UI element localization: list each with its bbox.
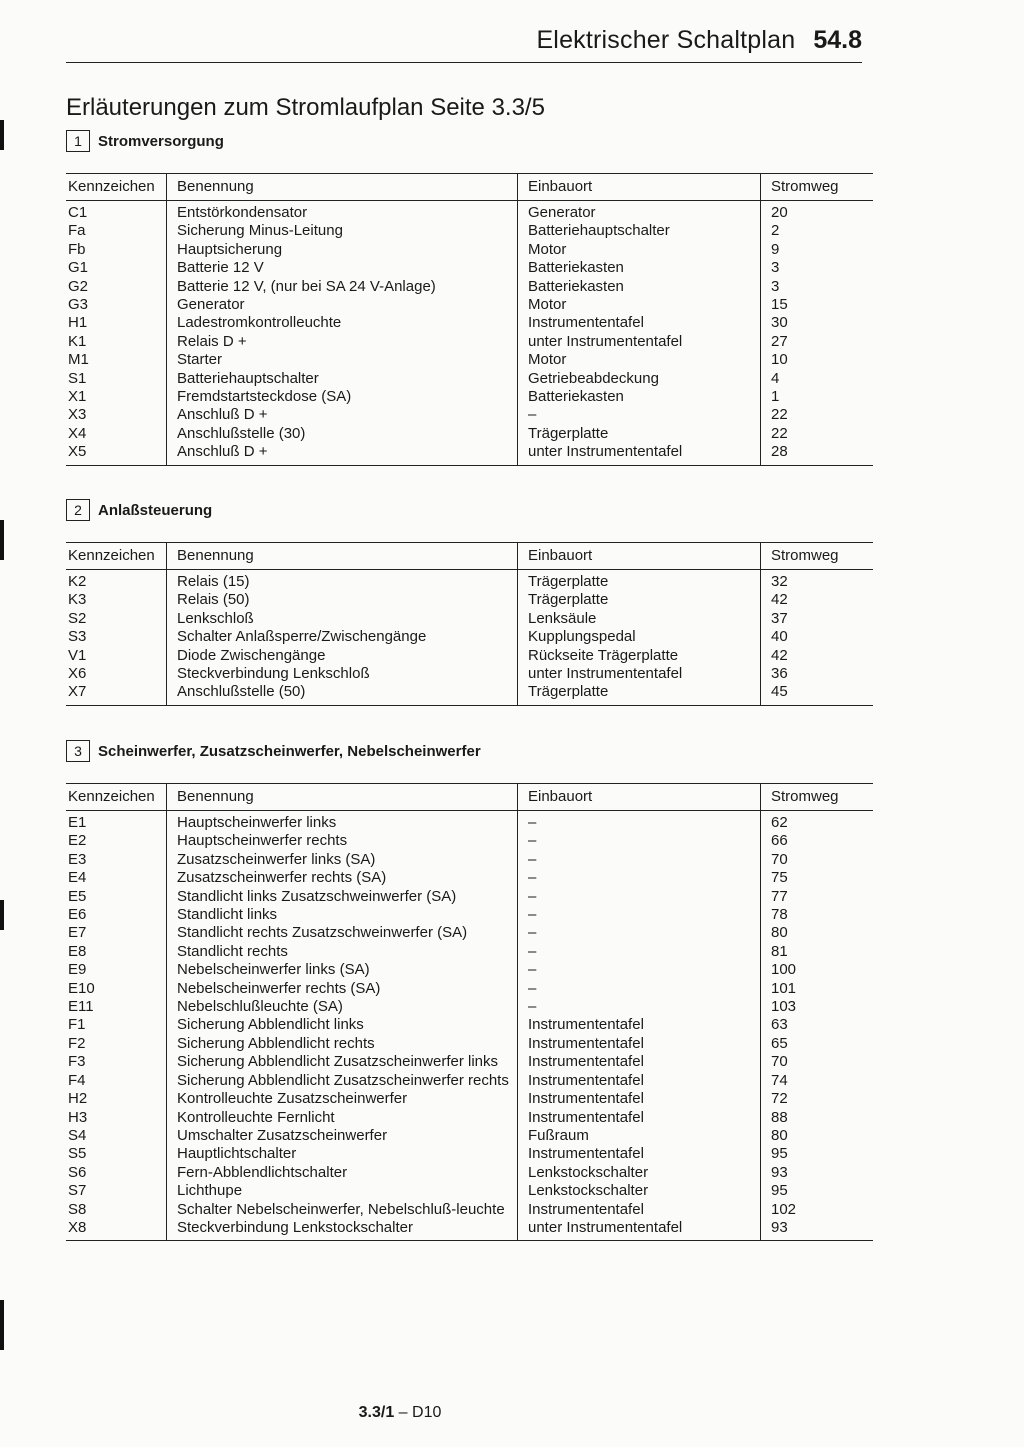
- table-anlasssteuerung: [66, 542, 873, 706]
- cell-kennzeichen: K1: [68, 332, 87, 350]
- table-row: [66, 406, 873, 424]
- cell-einbauort: Lenksäule: [518, 610, 761, 628]
- cell-einbauort: –: [518, 961, 761, 979]
- cell-benennung: Zusatzscheinwerfer links (SA): [167, 851, 518, 869]
- cell-einbauort: Instrumententafel: [518, 1016, 761, 1034]
- cell-stromweg: 36: [761, 665, 874, 683]
- cell-einbauort: Instrumententafel: [518, 1072, 761, 1090]
- cell-einbauort: –: [518, 906, 761, 924]
- section-number-box: 2: [66, 499, 90, 521]
- table-row: [66, 610, 873, 628]
- cell-einbauort: Rückseite Trägerplatte: [518, 647, 761, 665]
- cell-stromweg: 78: [761, 906, 874, 924]
- cell-kennzeichen: M1: [68, 351, 89, 369]
- cell-kennzeichen: Fb: [68, 240, 86, 258]
- cell-kennzeichen: X7: [66, 683, 167, 705]
- cell-einbauort: –: [518, 869, 761, 887]
- table-row: [66, 241, 873, 259]
- cell-einbauort: unter Instrumententafel: [518, 665, 761, 683]
- cell-einbauort: Motor: [518, 351, 761, 369]
- cell-stromweg: 1: [761, 388, 874, 406]
- cell-kennzeichen: K3: [68, 591, 87, 609]
- table-row: [66, 1090, 873, 1108]
- cell-stromweg: 42: [761, 591, 874, 609]
- header-rule: [66, 62, 862, 63]
- table-row: [66, 869, 873, 887]
- cell-kennzeichen: H1: [68, 314, 88, 332]
- cell-einbauort: Batteriekasten: [518, 278, 761, 296]
- cell-stromweg: 70: [761, 1053, 874, 1071]
- cell-einbauort: Trägerplatte: [518, 683, 761, 705]
- cell-stromweg: 40: [761, 628, 874, 646]
- table-row: [66, 591, 873, 609]
- table-row: [66, 628, 873, 646]
- cell-einbauort: –: [518, 888, 761, 906]
- table-row: [66, 425, 873, 443]
- cell-stromweg: 93: [761, 1164, 874, 1182]
- cell-benennung: Anschlußstelle (30): [167, 425, 518, 443]
- cell-stromweg: 4: [761, 370, 874, 388]
- footer-separator: –: [394, 1404, 413, 1421]
- cell-stromweg: 75: [761, 869, 874, 887]
- cell-kennzeichen: F2: [68, 1034, 86, 1052]
- table-row: [66, 998, 873, 1016]
- cell-benennung: Generator: [167, 296, 518, 314]
- table-scheinwerfer: [66, 783, 873, 1241]
- cell-einbauort: –: [518, 998, 761, 1016]
- cell-stromweg: 95: [761, 1145, 874, 1163]
- cell-einbauort: Trägerplatte: [518, 425, 761, 443]
- cell-einbauort: Kupplungspedal: [518, 628, 761, 646]
- table-row: [66, 222, 873, 240]
- cell-kennzeichen: V1: [68, 646, 87, 664]
- section-title: Stromversorgung: [98, 132, 224, 150]
- table-row: [66, 961, 873, 979]
- section-title: Anlaßsteuerung: [98, 501, 213, 519]
- cell-stromweg: 28: [761, 443, 874, 465]
- cell-stromweg: 65: [761, 1035, 874, 1053]
- table-row: [66, 388, 873, 406]
- cell-benennung: Fern-Abblendlichtschalter: [167, 1164, 518, 1182]
- table-row: [66, 943, 873, 961]
- cell-einbauort: –: [518, 406, 761, 424]
- cell-benennung: Standlicht rechts: [167, 943, 518, 961]
- table-row: [66, 201, 873, 223]
- cell-stromweg: 15: [761, 296, 874, 314]
- cell-stromweg: 32: [761, 570, 874, 592]
- cell-benennung: Standlicht rechts Zusatzschweinwerfer (SA): [167, 924, 518, 942]
- table-row: [66, 443, 873, 465]
- cell-stromweg: 3: [761, 278, 874, 296]
- cell-einbauort: Lenkstockschalter: [518, 1164, 761, 1182]
- table-row: [66, 1145, 873, 1163]
- table-header-row: [66, 784, 873, 811]
- table-row: [66, 1127, 873, 1145]
- cell-einbauort: Trägerplatte: [518, 570, 761, 592]
- table-row: [66, 832, 873, 850]
- cell-einbauort: Instrumententafel: [518, 1109, 761, 1127]
- cell-stromweg: 88: [761, 1109, 874, 1127]
- table-row: [66, 1164, 873, 1182]
- table-row: [66, 1182, 873, 1200]
- cell-benennung: Sicherung Abblendlicht links: [167, 1016, 518, 1034]
- section-heading-anlasssteuerung: [66, 499, 212, 521]
- cell-einbauort: Instrumententafel: [518, 1053, 761, 1071]
- scan-edge-mark: [0, 1300, 4, 1350]
- cell-benennung: Sicherung Abblendlicht Zusatzscheinwerfer links: [167, 1053, 518, 1071]
- cell-stromweg: 42: [761, 647, 874, 665]
- cell-stromweg: 70: [761, 851, 874, 869]
- cell-benennung: Kontrolleuchte Fernlicht: [167, 1109, 518, 1127]
- cell-einbauort: Instrumententafel: [518, 314, 761, 332]
- cell-stromweg: 102: [761, 1201, 874, 1219]
- cell-benennung: Relais (15): [167, 570, 518, 592]
- cell-stromweg: 2: [761, 222, 874, 240]
- cell-einbauort: –: [518, 832, 761, 850]
- cell-benennung: Fremdstartsteckdose (SA): [167, 388, 518, 406]
- cell-kennzeichen: E3: [68, 850, 87, 868]
- cell-benennung: Nebelscheinwerfer links (SA): [167, 961, 518, 979]
- cell-einbauort: Batteriekasten: [518, 388, 761, 406]
- cell-kennzeichen: S1: [68, 369, 87, 387]
- column-header-kennzeichen: Kennzeichen: [66, 784, 167, 811]
- table-row: [66, 665, 873, 683]
- cell-kennzeichen: F4: [68, 1071, 86, 1089]
- cell-benennung: Batterie 12 V, (nur bei SA 24 V-Anlage): [167, 278, 518, 296]
- cell-kennzeichen: X3: [68, 406, 87, 424]
- cell-benennung: Lenkschloß: [167, 610, 518, 628]
- cell-kennzeichen: X5: [66, 443, 167, 465]
- cell-einbauort: Instrumententafel: [518, 1090, 761, 1108]
- cell-einbauort: Generator: [518, 201, 761, 223]
- cell-benennung: Nebelscheinwerfer rechts (SA): [167, 980, 518, 998]
- cell-stromweg: 80: [761, 1127, 874, 1145]
- table-row: [66, 314, 873, 332]
- page-footer: [0, 1404, 800, 1422]
- cell-stromweg: 9: [761, 241, 874, 259]
- table-row: [66, 570, 873, 592]
- cell-kennzeichen: E8: [68, 942, 87, 960]
- cell-stromweg: 103: [761, 998, 874, 1016]
- cell-benennung: Entstörkondensator: [167, 201, 518, 223]
- cell-kennzeichen: E1: [68, 814, 87, 831]
- cell-kennzeichen: G1: [68, 259, 89, 277]
- cell-stromweg: 72: [761, 1090, 874, 1108]
- cell-kennzeichen: E4: [68, 869, 87, 887]
- cell-einbauort: –: [518, 851, 761, 869]
- cell-einbauort: unter Instrumententafel: [518, 443, 761, 465]
- cell-benennung: Steckverbindung Lenkschloß: [167, 665, 518, 683]
- cell-kennzeichen: E11: [68, 998, 94, 1016]
- table-header-row: [66, 174, 873, 201]
- cell-benennung: Anschluß D +: [167, 406, 518, 424]
- cell-kennzeichen: C1: [68, 204, 88, 221]
- table-row: [66, 906, 873, 924]
- table-row: [66, 1072, 873, 1090]
- cell-stromweg: 45: [761, 683, 874, 705]
- cell-benennung: Relais (50): [167, 591, 518, 609]
- cell-kennzeichen: E9: [68, 961, 87, 979]
- table-row: [66, 980, 873, 998]
- cell-benennung: Ladestromkontrolleuchte: [167, 314, 518, 332]
- cell-benennung: Hauptscheinwerfer rechts: [167, 832, 518, 850]
- cell-einbauort: Instrumententafel: [518, 1035, 761, 1053]
- column-header-stromweg: Stromweg: [761, 543, 874, 570]
- cell-stromweg: 22: [761, 406, 874, 424]
- cell-stromweg: 100: [761, 961, 874, 979]
- cell-benennung: Schalter Anlaßsperre/Zwischengänge: [167, 628, 518, 646]
- table-row: [66, 1201, 873, 1219]
- column-header-benennung: Benennung: [167, 543, 518, 570]
- column-header-stromweg: Stromweg: [761, 784, 874, 811]
- cell-einbauort: Batteriehauptschalter: [518, 222, 761, 240]
- cell-benennung: Diode Zwischengänge: [167, 647, 518, 665]
- table-header-row: [66, 543, 873, 570]
- cell-benennung: Batterie 12 V: [167, 259, 518, 277]
- cell-benennung: Kontrolleuchte Zusatzscheinwerfer: [167, 1090, 518, 1108]
- section-heading-stromversorgung: [66, 130, 224, 152]
- footer-page-ref: 3.3/1: [358, 1404, 395, 1421]
- cell-stromweg: 74: [761, 1072, 874, 1090]
- cell-benennung: Sicherung Abblendlicht rechts: [167, 1035, 518, 1053]
- table-row: [66, 351, 873, 369]
- cell-benennung: Sicherung Abblendlicht Zusatzscheinwerfer rechts: [167, 1072, 518, 1090]
- cell-benennung: Hauptscheinwerfer links: [167, 811, 518, 833]
- column-header-einbauort: Einbauort: [518, 543, 761, 570]
- cell-kennzeichen: E6: [68, 906, 87, 924]
- cell-kennzeichen: X6: [68, 665, 87, 683]
- cell-stromweg: 27: [761, 333, 874, 351]
- scan-edge-mark: [0, 120, 4, 150]
- header-page-number: 54.8: [813, 26, 862, 54]
- cell-einbauort: Batteriekasten: [518, 259, 761, 277]
- cell-kennzeichen: H3: [68, 1108, 88, 1126]
- section-heading-scheinwerfer: [66, 740, 481, 762]
- cell-benennung: Hauptsicherung: [167, 241, 518, 259]
- table-row: [66, 278, 873, 296]
- scan-edge-mark: [0, 520, 4, 560]
- cell-kennzeichen: S4: [68, 1126, 87, 1144]
- cell-kennzeichen: F3: [68, 1053, 86, 1071]
- table-row: [66, 851, 873, 869]
- cell-einbauort: Fußraum: [518, 1127, 761, 1145]
- cell-kennzeichen: X8: [66, 1219, 167, 1241]
- cell-stromweg: 93: [761, 1219, 874, 1241]
- page-header: [66, 26, 862, 60]
- page-title: Erläuterungen zum Stromlaufplan Seite 3.3/5: [66, 94, 545, 121]
- table-row: [66, 1053, 873, 1071]
- cell-kennzeichen: E5: [68, 887, 87, 905]
- table-row: [66, 259, 873, 277]
- cell-kennzeichen: S6: [68, 1163, 87, 1181]
- column-header-einbauort: Einbauort: [518, 784, 761, 811]
- cell-benennung: Starter: [167, 351, 518, 369]
- cell-benennung: Umschalter Zusatzscheinwerfer: [167, 1127, 518, 1145]
- cell-benennung: Sicherung Minus-Leitung: [167, 222, 518, 240]
- cell-kennzeichen: S8: [68, 1200, 87, 1218]
- cell-einbauort: Instrumententafel: [518, 1201, 761, 1219]
- header-title: Elektrischer Schaltplan: [536, 26, 796, 54]
- table-row: [66, 333, 873, 351]
- cell-stromweg: 81: [761, 943, 874, 961]
- cell-stromweg: 22: [761, 425, 874, 443]
- cell-stromweg: 3: [761, 259, 874, 277]
- cell-kennzeichen: F1: [68, 1016, 86, 1034]
- column-header-benennung: Benennung: [167, 174, 518, 201]
- cell-kennzeichen: E7: [68, 924, 87, 942]
- footer-code: D10: [412, 1404, 442, 1421]
- cell-einbauort: Getriebeabdeckung: [518, 370, 761, 388]
- cell-stromweg: 63: [761, 1016, 874, 1034]
- table-row: [66, 683, 873, 705]
- cell-stromweg: 62: [761, 811, 874, 833]
- cell-einbauort: –: [518, 924, 761, 942]
- cell-kennzeichen: X1: [68, 388, 87, 406]
- cell-stromweg: 95: [761, 1182, 874, 1200]
- column-header-benennung: Benennung: [167, 784, 518, 811]
- cell-kennzeichen: K2: [68, 573, 87, 590]
- table-row: [66, 647, 873, 665]
- cell-benennung: Standlicht links: [167, 906, 518, 924]
- cell-stromweg: 10: [761, 351, 874, 369]
- section-title: Scheinwerfer, Zusatzscheinwerfer, Nebelscheinwerfer: [98, 742, 481, 760]
- cell-kennzeichen: G2: [68, 277, 89, 295]
- cell-stromweg: 101: [761, 980, 874, 998]
- cell-benennung: Nebelschlußleuchte (SA): [167, 998, 518, 1016]
- scan-edge-mark: [0, 900, 4, 930]
- cell-kennzeichen: Fa: [68, 222, 86, 240]
- column-header-kennzeichen: Kennzeichen: [66, 174, 167, 201]
- cell-stromweg: 30: [761, 314, 874, 332]
- cell-kennzeichen: S2: [68, 609, 87, 627]
- cell-benennung: Zusatzscheinwerfer rechts (SA): [167, 869, 518, 887]
- cell-benennung: Standlicht links Zusatzschweinwerfer (SA): [167, 888, 518, 906]
- column-header-stromweg: Stromweg: [761, 174, 874, 201]
- cell-einbauort: Motor: [518, 296, 761, 314]
- cell-einbauort: Trägerplatte: [518, 591, 761, 609]
- cell-einbauort: –: [518, 811, 761, 833]
- cell-stromweg: 20: [761, 201, 874, 223]
- cell-benennung: Batteriehauptschalter: [167, 370, 518, 388]
- table-row: [66, 811, 873, 833]
- cell-einbauort: unter Instrumententafel: [518, 333, 761, 351]
- cell-einbauort: Motor: [518, 241, 761, 259]
- cell-benennung: Anschlußstelle (50): [167, 683, 518, 705]
- cell-benennung: Anschluß D +: [167, 443, 518, 465]
- cell-kennzeichen: S3: [68, 628, 87, 646]
- cell-einbauort: Instrumententafel: [518, 1145, 761, 1163]
- cell-kennzeichen: S7: [68, 1182, 87, 1200]
- cell-benennung: Lichthupe: [167, 1182, 518, 1200]
- cell-einbauort: unter Instrumententafel: [518, 1219, 761, 1241]
- column-header-kennzeichen: Kennzeichen: [66, 543, 167, 570]
- cell-benennung: Relais D +: [167, 333, 518, 351]
- cell-einbauort: Lenkstockschalter: [518, 1182, 761, 1200]
- table-row: [66, 924, 873, 942]
- cell-benennung: Steckverbindung Lenkstockschalter: [167, 1219, 518, 1241]
- table-row: [66, 370, 873, 388]
- cell-kennzeichen: G3: [68, 296, 89, 314]
- cell-einbauort: –: [518, 980, 761, 998]
- table-row: [66, 1219, 873, 1241]
- table-row: [66, 296, 873, 314]
- table-row: [66, 888, 873, 906]
- section-number-box: 1: [66, 130, 90, 152]
- table-row: [66, 1016, 873, 1034]
- table-row: [66, 1035, 873, 1053]
- cell-kennzeichen: S5: [68, 1145, 87, 1163]
- cell-einbauort: –: [518, 943, 761, 961]
- column-header-einbauort: Einbauort: [518, 174, 761, 201]
- cell-kennzeichen: H2: [68, 1090, 88, 1108]
- cell-stromweg: 77: [761, 888, 874, 906]
- cell-stromweg: 66: [761, 832, 874, 850]
- cell-kennzeichen: X4: [68, 424, 87, 442]
- cell-kennzeichen: E10: [68, 979, 95, 997]
- table-row: [66, 1109, 873, 1127]
- cell-kennzeichen: E2: [68, 832, 87, 850]
- table-stromversorgung: [66, 173, 873, 466]
- cell-stromweg: 37: [761, 610, 874, 628]
- cell-stromweg: 80: [761, 924, 874, 942]
- cell-benennung: Hauptlichtschalter: [167, 1145, 518, 1163]
- section-number-box: 3: [66, 740, 90, 762]
- cell-benennung: Schalter Nebelscheinwerfer, Nebelschluß-leuchte: [167, 1201, 518, 1219]
